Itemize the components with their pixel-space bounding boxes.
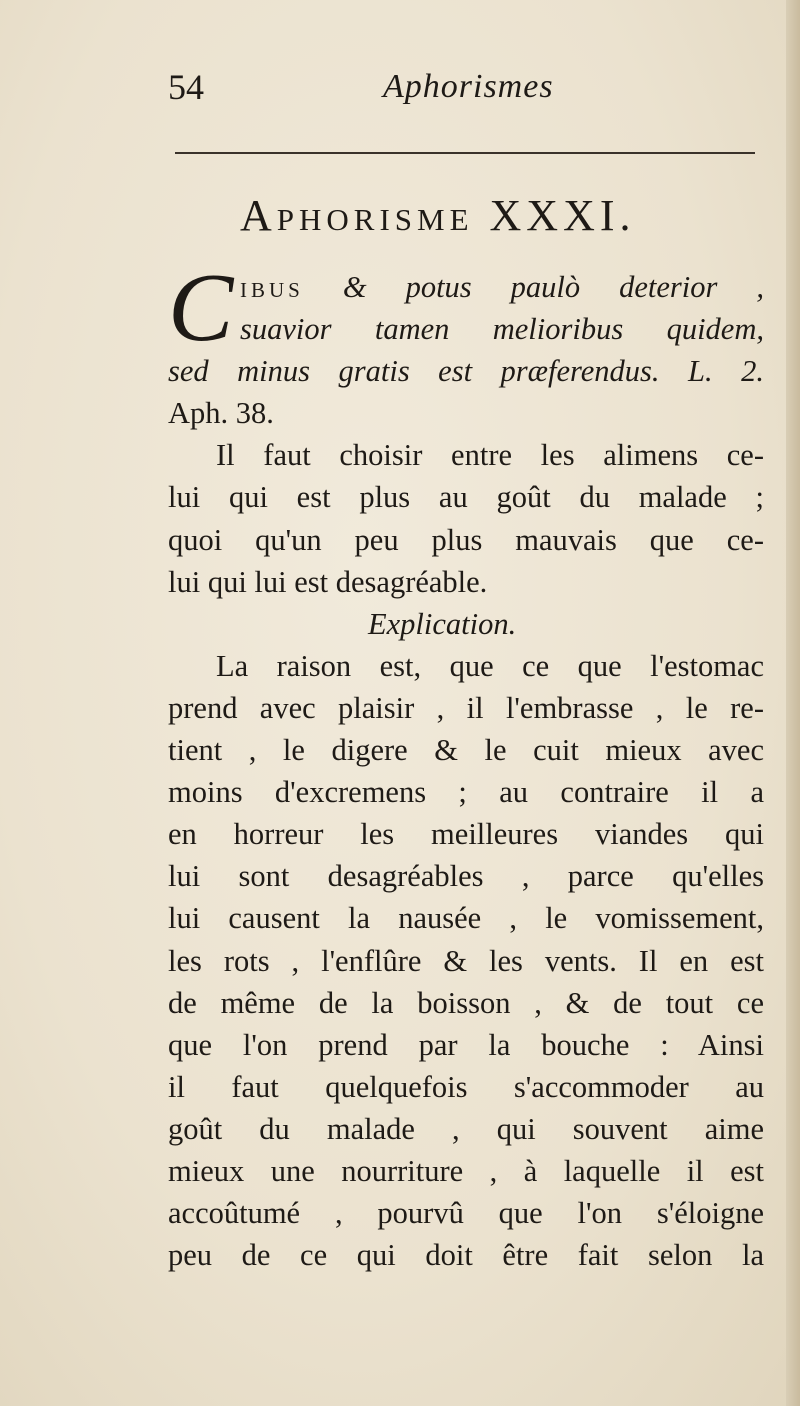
drop-cap: C — [168, 254, 234, 362]
french-line: Il faut choisir entre les alimens ce- — [216, 438, 764, 473]
header-rule — [175, 152, 755, 154]
explication-line: accoûtumé , pourvû que l'on s'éloigne — [168, 1196, 764, 1231]
explication-line: lui causent la nausée , le vomissement, — [168, 901, 764, 936]
explication-line: La raison est, que ce que l'estomac — [216, 648, 764, 683]
explication-line: prend avec plaisir , il l'embrasse , le re- — [168, 690, 764, 725]
explication-line: moins d'excremens ; au contraire il a — [168, 775, 764, 810]
latin-line-4: Aph. 38. — [168, 396, 274, 431]
french-line: lui qui est plus au goût du malade ; — [168, 480, 764, 515]
latin-line-1-rest: & potus paulò deterior , — [342, 270, 764, 304]
explication-line: lui sont desagréables , parce qu'elles — [168, 859, 764, 894]
explication-line: mieux une nourriture , à laquelle il est — [168, 1153, 764, 1188]
explication-line: tient , le digere & le cuit mieux avec — [168, 733, 764, 768]
explication-line: il faut quelquefois s'accommoder au — [168, 1069, 764, 1104]
explication-line: que l'on prend par la bouche : Ainsi — [168, 1027, 764, 1062]
page-edge — [786, 0, 800, 1406]
page-number: 54 — [168, 67, 204, 107]
running-head — [168, 66, 768, 116]
explication-line: en horreur les meilleures viandes qui — [168, 817, 764, 852]
aphorism-heading: Aphorisme XXXI. — [240, 191, 636, 240]
explication-line: peu de ce qui doit être fait selon la — [168, 1238, 764, 1273]
latin-line-2: suavior tamen melioribus quidem, — [240, 312, 764, 347]
latin-line-1-caps: ibus — [240, 270, 304, 304]
french-line: lui qui lui est desagréable. — [168, 564, 488, 599]
body-text — [168, 254, 764, 1276]
running-title: Aphorismes — [383, 68, 554, 105]
french-line: quoi qu'un peu plus mauvais que ce- — [168, 522, 764, 557]
explication-line: les rots , l'enflûre & les vents. Il en est — [168, 943, 764, 978]
explication-line: goût du malade , qui souvent aime — [168, 1111, 764, 1146]
explication-heading: Explication. — [368, 606, 517, 641]
latin-line-3: sed minus gratis est præferendus. L. 2. — [168, 354, 764, 389]
explication-line: de même de la boisson , & de tout ce — [168, 985, 764, 1020]
